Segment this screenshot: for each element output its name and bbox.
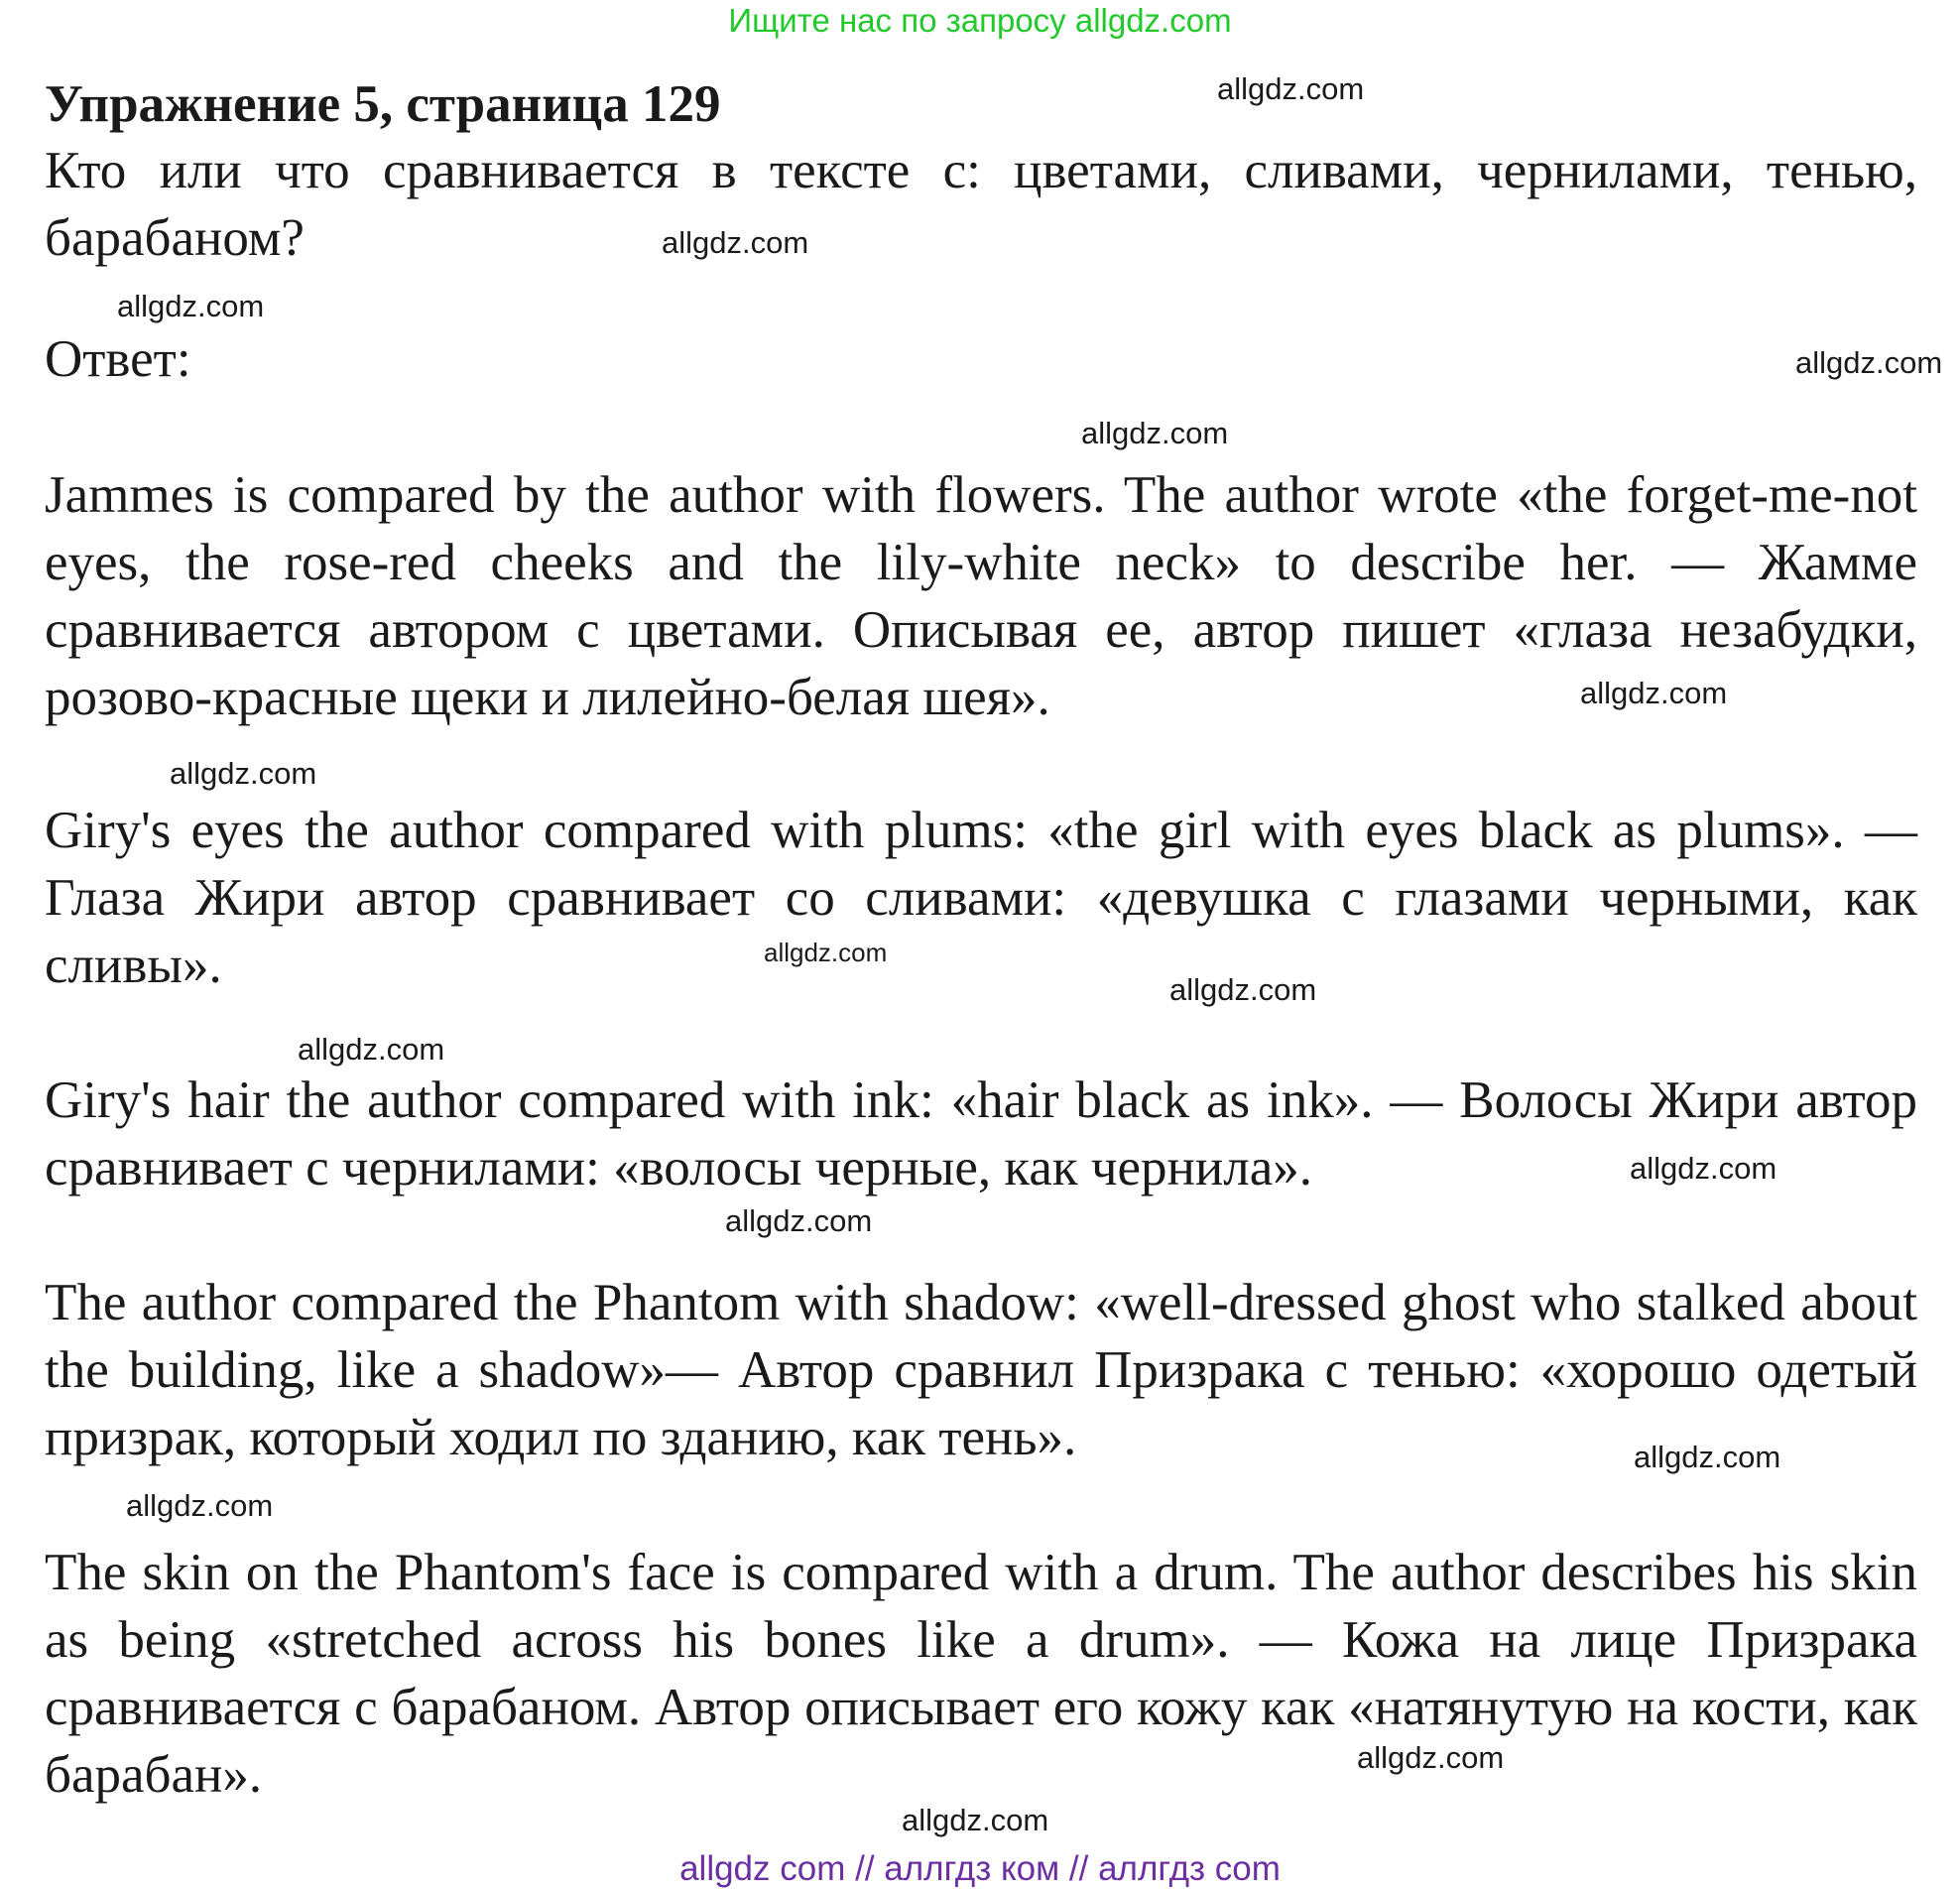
exercise-content: [45, 71, 1917, 1809]
watermark: allgdz.com: [170, 756, 317, 791]
watermark: allgdz.com: [1795, 345, 1943, 380]
watermark: allgdz.com: [1634, 1440, 1781, 1474]
exercise-title: Упражнение 5, страница 129: [45, 75, 721, 133]
watermark: allgdz.com: [902, 1803, 1049, 1837]
watermark: allgdz.com: [117, 289, 265, 323]
answer-paragraph-flowers: Jammes is compared by the author with flowers. The author wrote «the forget-me-not eyes, the rose-red cheeks and the lily-white neck» to describe her. — Жамме сравнивается автором с цветами. Описывая ее, автор пишет «глаза незабудки, розово-красные щеки и лилейно-белая шея».: [45, 466, 1917, 726]
watermark: allgdz.com: [1081, 416, 1229, 450]
watermark: allgdz.com: [1357, 1740, 1505, 1775]
footer-watermark: allgdz com // аллгдз ком // аллгдз com: [679, 1849, 1281, 1888]
watermark: allgdz.com: [1217, 71, 1365, 106]
watermark: allgdz.com: [1630, 1151, 1777, 1186]
watermark: allgdz.com: [126, 1488, 274, 1523]
watermark: allgdz.com: [298, 1032, 445, 1067]
answer-paragraph-plums: Giry's eyes the author compared with plums: «the girl with eyes black as plums». — Глаза Жири автор сравнивает со сливами: «девушка с глазами черными, как сливы».: [45, 802, 1917, 994]
answer-label: Ответ:: [45, 330, 191, 388]
watermark: allgdz.com: [1580, 676, 1728, 710]
exercise-question: Кто или что сравнивается в тексте с: цветами, сливами, чернилами, тенью, барабаном?: [45, 142, 1917, 267]
answer-paragraph-ink: Giry's hair the author compared with ink: «hair black as ink». — Волосы Жири автор сравнивает с чернилами: «волосы черные, как чернила».: [45, 1071, 1917, 1196]
top-banner: Ищите нас по запросу allgdz.com: [728, 2, 1232, 39]
watermark: allgdz.com: [764, 938, 888, 967]
answer-paragraph-shadow: The author compared the Phantom with shadow: «well-dressed ghost who stalked about the building, like a shadow»— Автор сравнил Призрака с тенью: «хорошо одетый призрак, который ходил по зданию, как тень».: [45, 1274, 1917, 1466]
answer-paragraph-drum: The skin on the Phantom's face is compared with a drum. The author describes his skin as being «stretched across his bones like a drum». — Кожа на лице Призрака сравнивается с барабаном. Автор описывает его кожу как «натянутую на кости, как барабан».: [45, 1544, 1917, 1804]
watermark: allgdz.com: [725, 1203, 873, 1238]
watermark: allgdz.com: [662, 225, 809, 260]
watermark: allgdz.com: [1169, 972, 1317, 1007]
